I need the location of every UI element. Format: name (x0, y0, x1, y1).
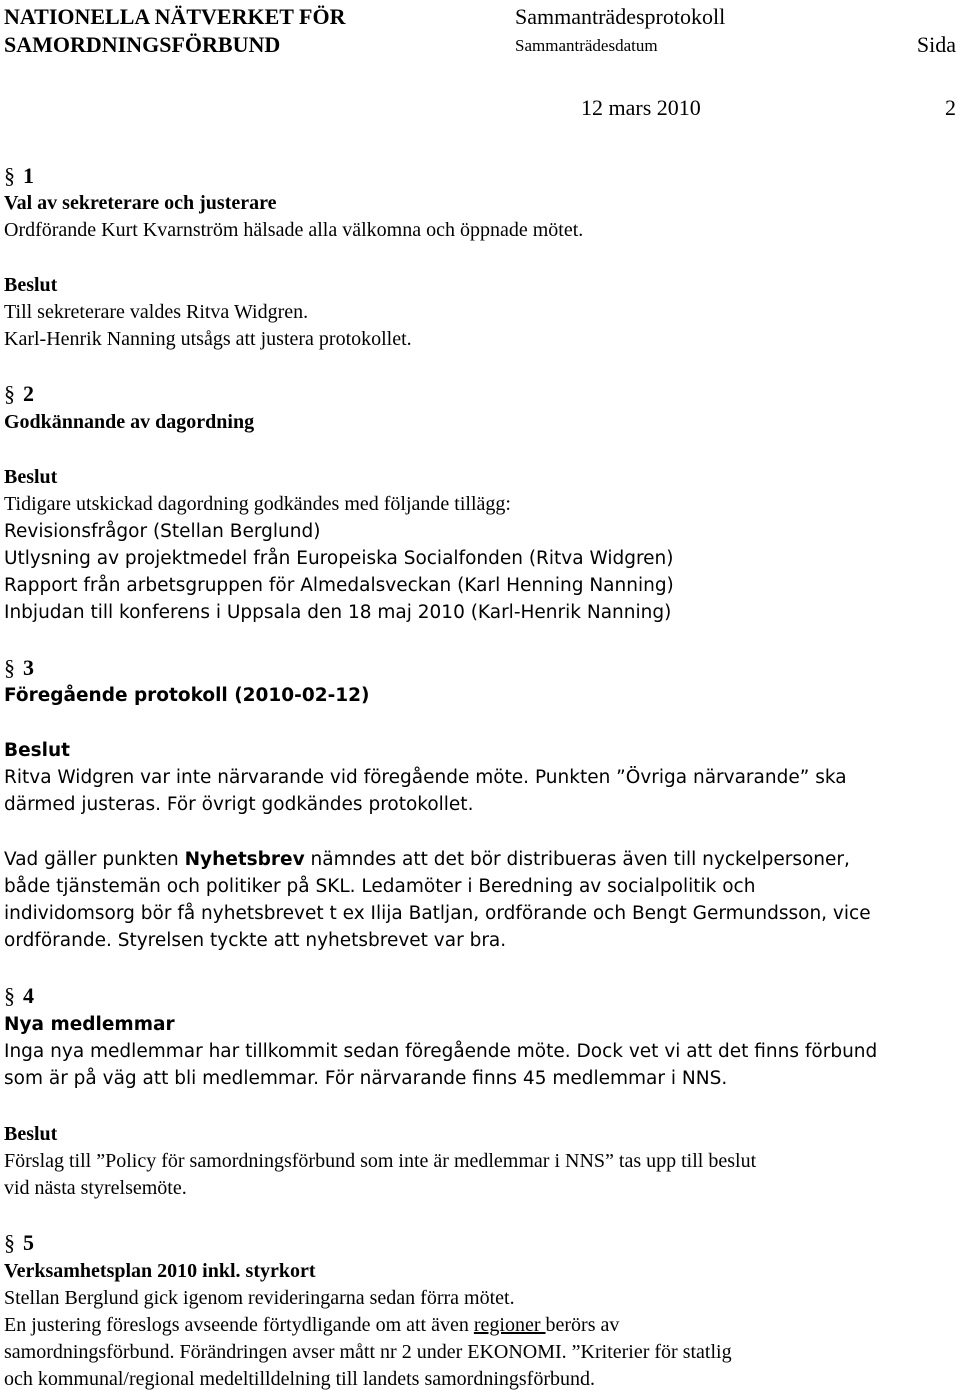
section-3-title: Föregående protokoll (2010-02-12) (4, 685, 370, 706)
text-segment: berörs av (545, 1314, 620, 1336)
section-2-title: Godkännande av dagordning (4, 411, 255, 433)
section-5-title: Verksamhetsplan 2010 inkl. styrkort (4, 1260, 316, 1282)
section-5-body-line: och kommunal/regional medeltilldelning till landets samordningsförbund. (4, 1368, 596, 1390)
section-3-heading (4, 655, 34, 681)
paragraph-sign-icon: § (4, 163, 15, 188)
section-1-decision-line: Till sekreterare valdes Ritva Widgren. (4, 301, 309, 323)
section-2-decision-label: Beslut (4, 466, 58, 488)
section-5-body-line: samordningsförbund. Förändringen avser mått nr 2 under EKONOMI. ”Kriterier för statlig (4, 1341, 732, 1363)
section-number: 2 (23, 381, 34, 406)
section-4-heading (4, 983, 34, 1009)
section-number: 1 (23, 163, 34, 188)
section-2-agenda-item: Utlysning av projektmedel från Europeiska Socialfonden (Ritva Widgren) (4, 548, 674, 569)
section-5-body-line: Stellan Berglund gick igenom revideringarna sedan förra mötet. (4, 1287, 515, 1309)
section-1-decision-label: Beslut (4, 274, 58, 296)
section-number: 4 (23, 983, 34, 1008)
section-1-decision-line: Karl-Henrik Nanning utsågs att justera protokollet. (4, 328, 412, 350)
text-segment: En justering föreslogs avseende förtydligande om att även (4, 1314, 474, 1336)
newsletter-term: Nyhetsbrev (184, 849, 305, 870)
page-label: Sida (916, 32, 956, 57)
text-segment: nämndes att det bör distribueras även till nyckelpersoner, (304, 849, 850, 870)
section-3-paragraph-line: både tjänstemän och politiker på SKL. Ledamöter i Beredning av socialpolitik och (4, 876, 756, 897)
section-number: 3 (23, 655, 34, 680)
section-1-title: Val av sekreterare och justerare (4, 192, 277, 214)
section-4-body-line: som är på väg att bli medlemmar. För närvarande finns 45 medlemmar i NNS. (4, 1068, 728, 1089)
section-5-body-line (4, 1312, 619, 1339)
section-3-decision-line: Ritva Widgren var inte närvarande vid föregående möte. Punkten ”Övriga närvarande” ska (4, 767, 847, 788)
section-3-decision-label: Beslut (4, 740, 71, 761)
section-2-agenda-item: Inbjudan till konferens i Uppsala den 18 maj 2010 (Karl-Henrik Nanning) (4, 602, 672, 623)
section-1-intro: Ordförande Kurt Kvarnström hälsade alla välkomna och öppnade mötet. (4, 219, 584, 241)
section-4-decision-label: Beslut (4, 1123, 58, 1145)
section-1-heading (4, 163, 34, 189)
section-3-paragraph-line: ordförande. Styrelsen tyckte att nyhetsbrevet var bra. (4, 930, 507, 951)
regioner-link[interactable]: regioner (473, 1314, 546, 1336)
document-type: Sammanträdesprotokoll (515, 4, 726, 29)
section-3-decision-line: därmed justeras. För övrigt godkändes protokollet. (4, 794, 474, 815)
page-number: 2 (945, 95, 956, 120)
paragraph-sign-icon: § (4, 983, 15, 1008)
paragraph-sign-icon: § (4, 655, 15, 680)
date-label: Sammanträdesdatum (515, 36, 658, 55)
paragraph-sign-icon: § (4, 381, 15, 406)
section-4-decision-line: vid nästa styrelsemöte. (4, 1177, 187, 1199)
org-name-line1: NATIONELLA NÄTVERKET FÖR (4, 4, 346, 29)
section-2-decision-line: Tidigare utskickad dagordning godkändes med följande tillägg: (4, 493, 511, 515)
section-4-title: Nya medlemmar (4, 1014, 175, 1035)
text-segment: Vad gäller punkten (4, 849, 185, 870)
section-5-heading (4, 1230, 34, 1256)
section-2-heading (4, 381, 34, 407)
meeting-date: 12 mars 2010 (581, 95, 701, 120)
section-4-decision-line: Förslag till ”Policy för samordningsförbund som inte är medlemmar i NNS” tas upp till beslut (4, 1150, 757, 1172)
section-3-paragraph-line: individomsorg bör få nyhetsbrevet t ex Ilija Batljan, ordförande och Bengt Germundsson, vice (4, 903, 871, 924)
paragraph-sign-icon: § (4, 1230, 15, 1255)
org-name-line2: SAMORDNINGSFÖRBUND (4, 32, 281, 57)
section-2-agenda-item: Rapport från arbetsgruppen för Almedalsveckan (Karl Henning Nanning) (4, 575, 674, 596)
section-2-agenda-item: Revisionsfrågor (Stellan Berglund) (4, 521, 321, 542)
section-4-body-line: Inga nya medlemmar har tillkommit sedan föregående möte. Dock vet vi att det finns förbund (4, 1041, 878, 1062)
section-number: 5 (23, 1230, 34, 1255)
section-3-paragraph-line (4, 846, 850, 873)
